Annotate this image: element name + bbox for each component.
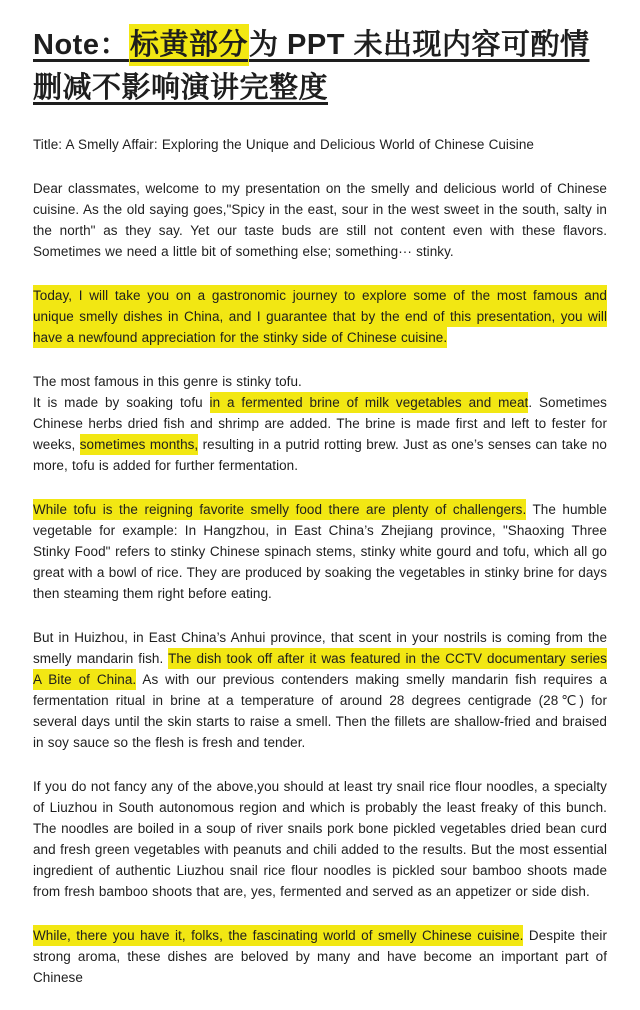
text-run: Despite their strong aroma, these dishes are beloved by many and have become an important part of Chinese <box>33 927 607 985</box>
text-run: As with our previous contenders making smelly mandarin fish requires a fermentation ritual in brine at a temperature of around 28 degrees centigrade (28℃) for several days until the skin starts to raise a smell. Then the fillets are shallow-fried and braised in soy sauce so the flesh is fresh and tender. <box>33 671 607 750</box>
paragraph <box>33 925 607 988</box>
paragraph <box>33 285 607 348</box>
paragraph <box>33 499 607 604</box>
text-run: Dear classmates, welcome to my presentation on the smelly and delicious world of Chinese cuisine. As the old saying goes,"Spicy in the east, sour in the west sweet in the south, salty in the north" as they say. Yet our taste buds are still not content even with these flavors. Sometimes we need a little bit of something else; something··· stinky. <box>33 180 607 259</box>
text-run: The humble vegetable for example: In Hangzhou, in East China’s Zhejiang province, "Shaoxing Three Stinky Food" refers to stinky Chinese spinach stems, stinky white gourd and tofu, which all go great with a bowl of rice. They are produced by soaking the vegetables in stinky brine for days then steaming them right before eating. <box>33 501 607 601</box>
text-run: 为 PPT 未出现内容可酌情删减不影响演讲完整度 <box>33 29 590 104</box>
text-run: But in Huizhou, in East China’s Anhui province, that scent in your nostrils is coming from the smelly mandarin fish. <box>33 629 607 666</box>
highlighted-text: sometimes months, <box>80 434 199 455</box>
text-run: It is made by soaking tofu <box>33 394 210 410</box>
paragraph <box>33 776 607 902</box>
paragraph <box>33 178 607 262</box>
document-body <box>33 134 607 988</box>
highlighted-text: in a fermented brine of milk vegetables and meat <box>210 392 529 413</box>
text-run: If you do not fancy any of the above,you should at least try snail rice flour noodles, a specialty of Liuzhou in South autonomous region and which is probably the least freaky of this bunch. The noodles are boiled in a soup of river snails pork bone pickled vegetables dried bean curd and fresh green vegetables with peanuts and chili added to the results. But the most essential ingredient of authentic Liuzhou snail rice flour noodles is pickled sour bamboo shoots made from fresh bamboo shoots that are, yes, fermented and served as an appetizer or side dish. <box>33 778 607 899</box>
text-run: Note： <box>33 29 129 61</box>
highlighted-text: 标黄部分 <box>129 24 249 66</box>
text-run: . Sometimes Chinese herbs dried fish and shrimp are added. The brine is made first and left to fester for weeks, <box>33 394 607 452</box>
paragraph <box>33 371 607 476</box>
highlighted-text: Today, I will take you on a gastronomic journey to explore some of the most famous and unique smelly dishes in China, and I guarantee that by the end of this presentation, you will have a newfound appreciation for the stinky side of Chinese cuisine. <box>33 285 607 348</box>
text-run: resulting in a putrid rotting brew. Just as one’s senses can take no more, tofu is added for further fermentation. <box>33 436 607 473</box>
highlighted-text: While tofu is the reigning favorite smelly food there are plenty of challengers. <box>33 499 526 520</box>
note-heading <box>33 24 607 110</box>
paragraph <box>33 134 607 155</box>
highlighted-text: The dish took off after it was featured in the CCTV documentary series A Bite of China. <box>33 648 607 690</box>
highlighted-text: While, there you have it, folks, the fascinating world of smelly Chinese cuisine. <box>33 925 523 946</box>
text-run: Title: A Smelly Affair: Exploring the Unique and Delicious World of Chinese Cuisine <box>33 136 534 152</box>
text-run: The most famous in this genre is stinky tofu. <box>33 373 302 389</box>
paragraph <box>33 627 607 753</box>
